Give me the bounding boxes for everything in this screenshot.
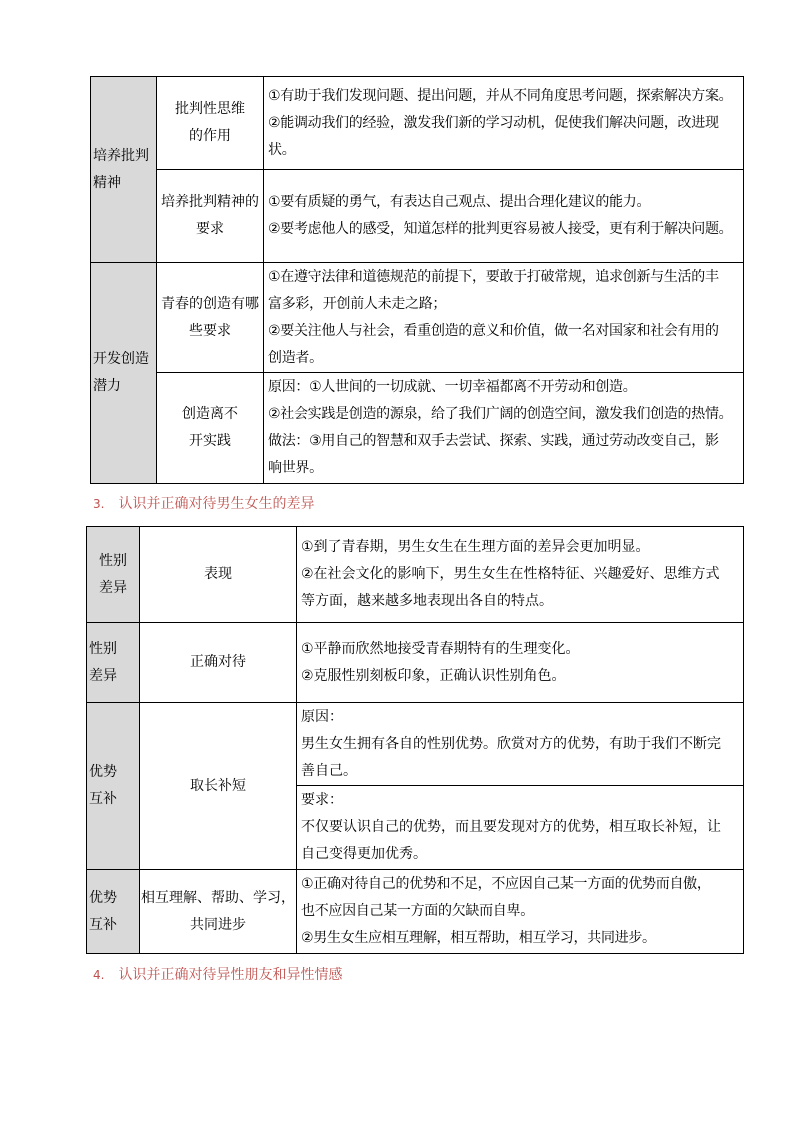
section-heading-3: 3. 认识并正确对待男生女生的差异 [93,496,315,512]
table-row [91,77,744,170]
row-label: 性别 差异 [87,623,140,703]
row-content-reason: 原因： 男生女生拥有各自的性别优势。欣赏对方的优势，有助于我们不断完 善自己。 [297,703,744,786]
row-content: ①有助于我们发现问题、提出问题，并从不同角度思考问题，探索解决方案。 ②能调动我们的经验，激发我们新的学习动机，促使我们解决问题，改进现 状。 [264,77,744,170]
table-row [91,263,744,373]
table-row [87,703,744,786]
row-label: 性别 差异 [87,527,140,623]
row-content: ①平静而欣然地接受青春期特有的生理变化。 ②克服性别刻板印象，正确认识性别角色。 [297,623,744,703]
row-subject: 批判性思维 的作用 [157,77,264,170]
group-label: 开发创造 潜力 [91,263,157,484]
table-row [87,527,744,623]
gender-difference-table [86,526,744,954]
row-content-requirement: 要求： 不仅要认识自己的优势，而且要发现对方的优势，相互取长补短，让 自己变得更加优秀。 [297,786,744,870]
row-content: ①要有质疑的勇气，有表达自己观点、提出合理化建议的能力。 ②要考虑他人的感受，知道怎样的批判更容易被人接受，更有利于解决问题。 [264,170,744,263]
section-heading-4: 4. 认识并正确对待异性朋友和异性情感 [93,967,343,983]
table-row [91,170,744,263]
row-subject: 创造离不 开实践 [157,373,264,484]
table-row [91,373,744,484]
row-content: ①在遵守法律和道德规范的前提下，要敢于打破常规，追求创新与生活的丰 富多彩，开创前人未走之路； ②要关注他人与社会，看重创造的意义和价值，做一名对国家和社会有用的 创造者。 [264,263,744,373]
row-subject: 相互理解、帮助、学习， 共同进步 [140,870,297,954]
row-label: 优势 互补 [87,703,140,870]
row-subject: 培养批判精神的 要求 [157,170,264,263]
row-content: ①正确对待自己的优势和不足，不应因自己某一方面的优势而自傲， 也不应因自己某一方面的欠缺而自卑。 ②男生女生应相互理解，相互帮助，相互学习，共同进步。 [297,870,744,954]
row-subject: 正确对待 [140,623,297,703]
row-subject: 青春的创造有哪 些要求 [157,263,264,373]
row-subject: 表现 [140,527,297,623]
table-row [87,623,744,703]
critical-creative-table [90,76,744,484]
group-label: 培养批判 精神 [91,77,157,263]
row-content: 原因：①人世间的一切成就、一切幸福都离不开劳动和创造。 ②社会实践是创造的源泉，给了我们广阔的创造空间，激发我们创造的热情。 做法：③用自己的智慧和双手去尝试、探索、实践，通过劳动改变自己，影 响世界。 [264,373,744,484]
row-subject: 取长补短 [140,703,297,870]
table-row [87,870,744,954]
row-content: ①到了青春期，男生女生在生理方面的差异会更加明显。 ②在社会文化的影响下，男生女生在性格特征、兴趣爱好、思维方式 等方面，越来越多地表现出各自的特点。 [297,527,744,623]
row-label: 优势 互补 [87,870,140,954]
